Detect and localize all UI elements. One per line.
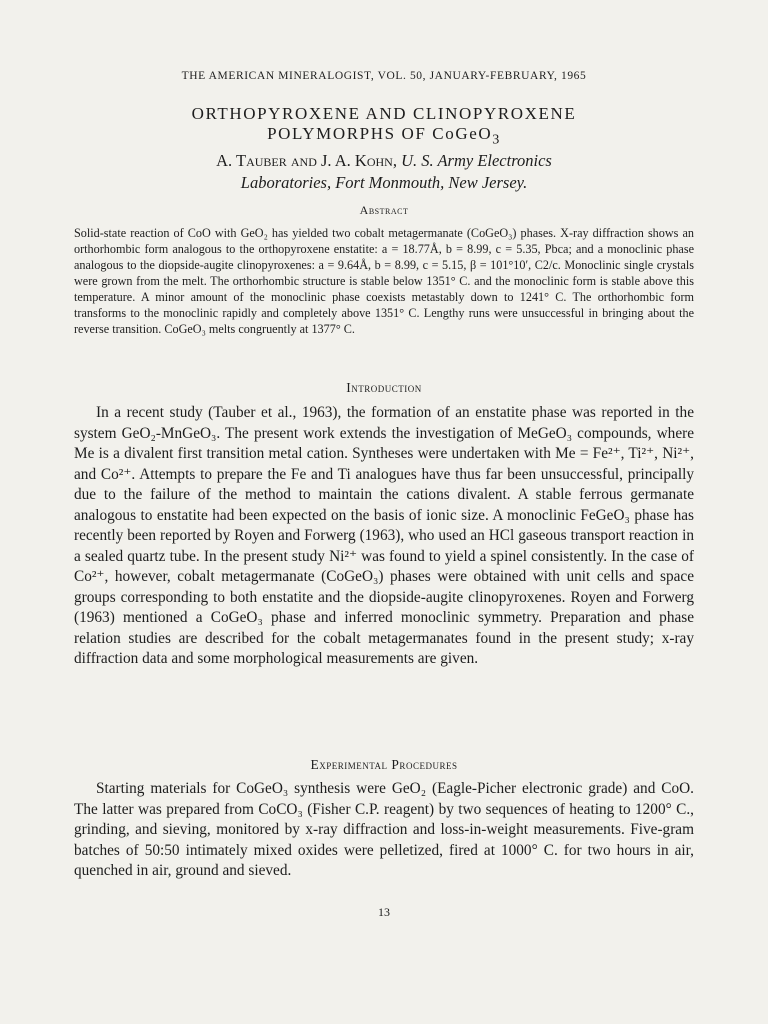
- running-header: THE AMERICAN MINERALOGIST, VOL. 50, JANUARY-FEBRUARY, 1965: [181, 70, 587, 82]
- introduction-text: In a recent study (Tauber et al., 1963), the formation of an enstatite phase was reported in the system GeO₂-MnGeO₃. The present work extends the investigation of MeGeO₃ compounds, where Me is a divalent first transition metal cation. Syntheses were undertaken with Me = Fe²⁺, Ti²⁺, Ni²⁺, and Co²⁺. Attempts to prepare the Fe and Ti analogues have thus far been unsuccessful, principally due to the failure of the method to maintain the cations divalent. A stable ferrous germanate analogous to enstatite had been expected on the basis of ionic size. A monoclinic FeGeO₃ phase has recently been reported by Royen and Forwerg (1963), who used an HCl gaseous transport reaction in a sealed quartz tube. In the present study Ni²⁺ was found to yield a spinel consistently. In the case of Co²⁺, however, cobalt metagermanate (CoGeO₃) phases were obtained with unit cells and space groups corresponding to both enstatite and the diopside-augite clinopyroxenes. Royen and Forwerg (1963) mentioned a CoGeO₃ phase and inferred monoclinic symmetry. Preparation and phase relation studies are described for the cobalt metagermanates found in the present study; x-ray diffraction data and some morphological measurements are given.: [74, 404, 694, 667]
- introduction-heading: Introduction: [346, 380, 422, 395]
- affiliation-line-1: U. S. Army Electronics: [401, 151, 552, 170]
- experimental-heading: Experimental Procedures: [310, 757, 458, 772]
- page-number: 13: [378, 905, 390, 919]
- article-title: [0, 104, 768, 149]
- title-line-1: ORTHOPYROXENE AND CLINOPYROXENE: [191, 104, 577, 123]
- author-line-1: A. Tauber and J. A. Kohn, U. S. Army Electronics: [216, 151, 552, 170]
- abstract-text: Solid-state reaction of CoO with GeO₂ has yielded two cobalt metagermanate (CoGeO₃) phases. X-ray diffraction shows an orthorhombic form analogous to the orthopyroxene enstatite: a = 18.77Å, b = 8.99, c = 5.35, Pbca; and a monoclinic phase analogous to the diopside-augite clinopyroxenes: a = 9.64Å, b = 8.99, c = 5.15, β = 101°10′, C2/c. Monoclinic single crystals were grown from the melt. The orthorhombic structure is stable below 1351° C. and the monoclinic form is stable above this temperature. A minor amount of the monoclinic phase coexists metastably down to 1241° C. The orthorhombic form transforms to the monoclinic rapidly and completely above 1351° C. Lengthy runs were unsuccessful in bringing about the reverse transition. CoGeO₃ melts congruently at 1377° C.: [74, 226, 694, 336]
- experimental-text: Starting materials for CoGeO₃ synthesis were GeO₂ (Eagle-Picher electronic grade) and CoO. The latter was prepared from CoCO₃ (Fisher C.P. reagent) by two sequences of heating to 1200° C., grinding, and sieving, monitored by x-ray diffraction and loss-in-weight measurements. Five-gram batches of 50:50 intimately mixed oxides were pelletized, fired at 1000° C. for two hours in air, quenched in air, ground and sieved.: [74, 780, 694, 879]
- author-1: A. Tauber: [216, 151, 287, 170]
- abstract-heading: Abstract: [359, 203, 409, 217]
- author-joiner: and: [286, 151, 321, 170]
- title-line-2: [0, 124, 768, 149]
- author-2: J. A. Kohn: [321, 151, 393, 170]
- title-line-2-text: POLYMORPHS OF CoGeO: [267, 124, 493, 143]
- title-subscript: 3: [492, 131, 501, 148]
- affiliation-line-2: Laboratories, Fort Monmouth, New Jersey.: [240, 173, 528, 192]
- author-block: [0, 150, 768, 194]
